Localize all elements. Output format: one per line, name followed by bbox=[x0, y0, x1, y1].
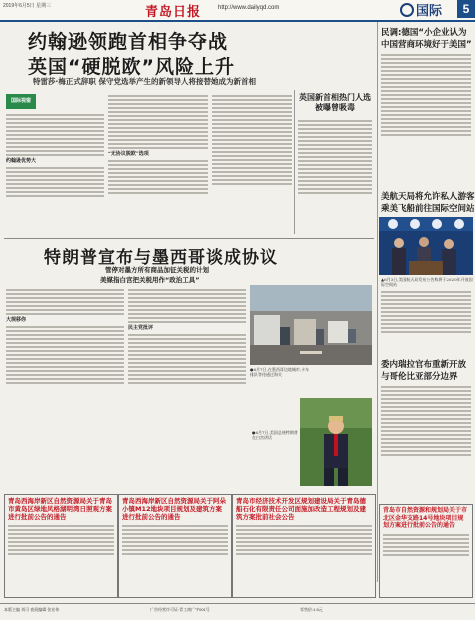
trade-body-col2 bbox=[128, 287, 246, 429]
newspaper-logo: 青岛日报 bbox=[145, 5, 202, 20]
trucks-caption: ●6月7日,在墨西哥边境城市,卡车排队等待通过海关 bbox=[250, 367, 310, 377]
right-column-rule bbox=[377, 22, 378, 582]
right-top-body bbox=[381, 52, 471, 184]
notice-body-4 bbox=[383, 532, 469, 582]
trade-inline-head-2: 民主党批评 bbox=[128, 325, 154, 331]
sidebar-headline: 英国新首相热门人选被曝曾吸毒 bbox=[299, 93, 371, 112]
president-caption: ●6月7日,美国总统特朗普在白宫讲话 bbox=[252, 430, 298, 440]
footer-price: 零售价:1.5元 bbox=[300, 607, 323, 612]
main-headline-1: 约翰逊领跑首相争夺战 bbox=[28, 31, 229, 53]
main-body-col1 bbox=[6, 112, 104, 234]
trade-body-col1 bbox=[6, 287, 124, 429]
main-body-col2 bbox=[108, 93, 208, 234]
notice-box-3 bbox=[232, 494, 376, 598]
column-badge: 国际视窗 bbox=[6, 94, 36, 109]
mid-rule bbox=[4, 238, 374, 239]
venezuela-body bbox=[381, 384, 471, 500]
trucks-image bbox=[250, 285, 372, 365]
newspaper-url: http://www.dailyqd.com bbox=[218, 5, 280, 11]
nasa-headline-2: 乘美飞船前往国际空间站 bbox=[381, 204, 475, 214]
main-headline-2: 英国“硬脱欧”风险上升 bbox=[28, 56, 235, 78]
footer-editors: 本版主编 刘可 夜班编辑 张宏伟 bbox=[4, 607, 60, 612]
sidebar-body bbox=[298, 118, 372, 232]
section-title: 国际 bbox=[416, 4, 443, 19]
nasa-caption: ▲6月3日,美国航天局发布公告称将于2020年开放国际空间站 bbox=[381, 277, 473, 287]
footer-license: 广告经营许可证:青工商广字001号 bbox=[150, 607, 210, 612]
right-top-headline-2: 中国营商环境好于美国” bbox=[381, 40, 472, 50]
notice-box-2 bbox=[118, 494, 232, 598]
venezuela-headline-2: 与哥伦比亚部分边界 bbox=[381, 372, 458, 382]
trade-subtitle-2: 美媒指白宫把关税用作“政治工具” bbox=[100, 276, 200, 284]
main-body-col3 bbox=[212, 93, 292, 234]
nasa-photo bbox=[379, 217, 473, 275]
notice-title-3: 青岛市经济技术开发区规划建设局关于青岛德船石化有限责任公司面施加改造工程规划及建筑方案批前社会公告 bbox=[236, 497, 366, 521]
venezuela-headline-1: 委内瑞拉官布重新开放 bbox=[381, 360, 467, 370]
main-inline-head-1: 约翰逊优势大 bbox=[6, 158, 37, 164]
trade-inline-head-1: 大规移你 bbox=[6, 317, 27, 323]
trucks-photo bbox=[250, 285, 372, 365]
date-line: 2019年6月5日 星期三 bbox=[3, 3, 52, 9]
right-top-headline-1: 民调:德国“小企业认为 bbox=[381, 28, 467, 38]
trade-headline: 特朗普宣布与墨西哥谈成协议 bbox=[44, 248, 278, 268]
nasa-body bbox=[381, 289, 471, 355]
header-rule bbox=[0, 20, 475, 22]
footer-rule bbox=[0, 603, 475, 604]
notice-title-4: 青岛市自然资源和规划局关于市北区金华支路14号地块项目规划方案进行批前公告的通告 bbox=[383, 507, 468, 529]
trade-subtitle-1: 管停对墨方所有商品加征关税的计划 bbox=[105, 266, 209, 274]
nasa-headline-1: 美航天局将允许私人游客 bbox=[381, 192, 475, 202]
notice-title-1: 青岛西海岸新区自然资源局关于青岛市黄岛区绿地风格湖明湾日照观方案进行批前公告的通告 bbox=[8, 497, 112, 521]
section-label bbox=[400, 0, 460, 18]
notice-body-3 bbox=[236, 523, 372, 583]
notice-box-4 bbox=[379, 504, 473, 598]
nasa-press-image bbox=[379, 217, 473, 275]
president-photo bbox=[300, 398, 372, 486]
president-image bbox=[300, 398, 372, 486]
notice-body-2 bbox=[122, 523, 228, 583]
notice-body-1 bbox=[8, 523, 114, 583]
notice-title-2: 青岛西海岸新区自然资源局关于阿朵小镇M12地块项目规划及建筑方案进行批前公告的通告 bbox=[122, 497, 226, 521]
globe-icon bbox=[400, 3, 414, 17]
notice-box-1 bbox=[4, 494, 118, 598]
main-inline-head-2: “无协议脱欧”选项 bbox=[108, 151, 149, 157]
page-number: 5 bbox=[457, 0, 475, 18]
main-subtitle: 特雷莎·梅正式辞职 保守党选举产生的新领导人将接替她成为新首相 bbox=[33, 77, 256, 86]
